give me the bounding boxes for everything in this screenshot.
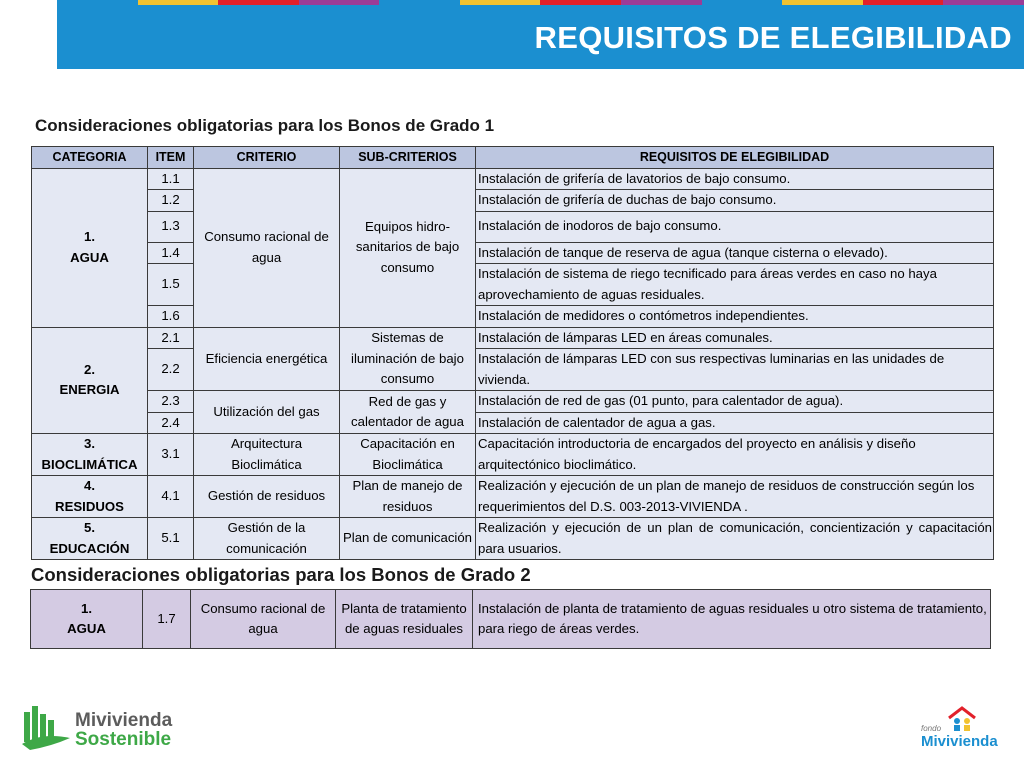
criterio-cell: Gestión de la comunicación	[194, 518, 340, 560]
header-banner	[57, 0, 1024, 69]
requisito-cell: Instalación de lámparas LED en áreas comunales.	[476, 327, 994, 349]
table-row	[32, 190, 994, 212]
subcriterio-cell: Plan de comunicación	[340, 518, 476, 560]
requisito-cell: Realización y ejecución de un plan de manejo de residuos de construcción según los requerimientos del D.S. 003-2013-VIVIENDA .	[476, 476, 994, 518]
table-row	[32, 391, 994, 413]
header-requisitos: REQUISITOS DE ELEGIBILIDAD	[476, 147, 994, 169]
subcriterio-cell: Plan de manejo de residuos	[340, 476, 476, 518]
category-name: BIOCLIMÁTICA	[41, 456, 138, 472]
item-cell: 3.1	[148, 434, 194, 476]
section1-title: Consideraciones obligatorias para los Bonos de Grado 1	[35, 116, 495, 135]
criterio-cell: Consumo racional de agua	[191, 590, 336, 649]
subcriterio-cell: Planta de tratamiento de aguas residuales	[336, 590, 473, 649]
requisito-cell: Realización y ejecución de un plan de comunicación, concientización y capacitación para usuarios.	[476, 518, 994, 560]
color-stripe	[138, 0, 219, 5]
table-header-row	[32, 147, 994, 169]
table-row	[32, 518, 994, 560]
color-stripes	[57, 0, 1024, 5]
category-energia	[32, 327, 148, 434]
criterio-cell: Utilización del gas	[194, 391, 340, 434]
requisito-cell: Instalación de inodoros de bajo consumo.	[476, 211, 994, 242]
requisito-cell: Instalación de planta de tratamiento de aguas residuales u otro sistema de tratamiento, para riego de áreas verdes.	[473, 590, 991, 649]
category-name: EDUCACIÓN	[49, 540, 130, 556]
city-leaf-icon	[22, 704, 72, 752]
section2-title: Consideraciones obligatorias para los Bonos de Grado 2	[31, 564, 531, 585]
logo-left-line1: Mivivienda	[75, 710, 173, 731]
mivivienda-sostenible-logo	[22, 704, 182, 754]
subcriterio-cell: Red de gas y calentador de agua	[340, 391, 476, 434]
table-row	[32, 168, 994, 190]
requisito-cell: Capacitación introductoria de encargados del proyecto en análisis y diseño arquitectónico bioclimático.	[476, 434, 994, 476]
category-number: 5.	[84, 520, 95, 535]
requisito-cell: Instalación de red de gas (01 punto, para calentador de agua).	[476, 391, 994, 413]
color-stripe	[863, 0, 944, 5]
table-row	[32, 242, 994, 264]
table-row	[32, 434, 994, 476]
item-cell: 1.2	[148, 190, 194, 212]
item-cell: 2.2	[148, 349, 194, 391]
table-row	[31, 590, 991, 649]
criterio-cell: Gestión de residuos	[194, 476, 340, 518]
item-cell: 1.3	[148, 211, 194, 242]
logo-left-line2: Sostenible	[75, 729, 172, 750]
category-name: ENERGIA	[59, 382, 120, 398]
item-cell: 1.7	[143, 590, 191, 649]
category-residuos	[32, 476, 148, 518]
header-criterio: CRITERIO	[194, 147, 340, 169]
requisito-cell: Instalación de tanque de reserva de agua (tanque cisterna o elevado).	[476, 242, 994, 264]
fondo-mivivienda-logo	[915, 706, 1015, 756]
category-agua	[31, 590, 143, 649]
criterio-cell: Consumo racional de agua	[194, 168, 340, 327]
header-subcriterios: SUB-CRITERIOS	[340, 147, 476, 169]
color-stripe	[460, 0, 541, 5]
category-educacion	[32, 518, 148, 560]
color-stripe	[540, 0, 621, 5]
subcriterio-cell: Equipos hidro-sanitarios de bajo consumo	[340, 168, 476, 327]
requisito-cell: Instalación de sistema de riego tecnificado para áreas verdes en caso no haya aprovechamiento de aguas residuales.	[476, 264, 994, 306]
category-name: RESIDUOS	[55, 498, 124, 514]
requisito-cell: Instalación de grifería de lavatorios de bajo consumo.	[476, 168, 994, 190]
house-family-icon	[947, 706, 977, 732]
item-cell: 2.3	[148, 391, 194, 413]
color-stripe	[57, 0, 138, 5]
requisito-cell: Instalación de lámparas LED con sus respectivas luminarias en las unidades de vivienda.	[476, 349, 994, 391]
table-row	[32, 412, 994, 434]
item-cell: 2.1	[148, 327, 194, 349]
table-row	[32, 476, 994, 518]
requisito-cell: Instalación de medidores o contómetros independientes.	[476, 306, 994, 328]
table-row	[32, 264, 994, 306]
color-stripe	[782, 0, 863, 5]
item-cell: 1.4	[148, 242, 194, 264]
item-cell: 1.5	[148, 264, 194, 306]
grado2-table	[30, 589, 991, 649]
item-cell: 2.4	[148, 412, 194, 434]
subcriterio-cell: Capacitación en Bioclimática	[340, 434, 476, 476]
requisito-cell: Instalación de calentador de agua a gas.	[476, 412, 994, 434]
color-stripe	[943, 0, 1024, 5]
item-cell: 1.1	[148, 168, 194, 190]
category-name: AGUA	[67, 621, 106, 636]
logo-right-big: Mivivienda	[921, 733, 998, 750]
color-stripe	[218, 0, 299, 5]
page-title: REQUISITOS DE ELEGIBILIDAD	[534, 20, 1012, 55]
table-row	[32, 327, 994, 349]
color-stripe	[379, 0, 460, 5]
item-cell: 4.1	[148, 476, 194, 518]
category-number: 2.	[84, 361, 95, 377]
category-bioclimatica	[32, 434, 148, 476]
table-row	[32, 306, 994, 328]
category-number: 1.	[84, 229, 95, 244]
category-name: AGUA	[70, 249, 109, 265]
category-number: 3.	[84, 436, 95, 451]
table-row	[32, 211, 994, 242]
criterio-cell: Eficiencia energética	[194, 327, 340, 391]
header-categoria: CATEGORIA	[32, 147, 148, 169]
requisito-cell: Instalación de grifería de duchas de bajo consumo.	[476, 190, 994, 212]
category-number: 1.	[81, 600, 92, 616]
item-cell: 1.6	[148, 306, 194, 328]
item-cell: 5.1	[148, 518, 194, 560]
category-number: 4.	[84, 478, 95, 493]
color-stripe	[702, 0, 783, 5]
color-stripe	[299, 0, 380, 5]
grado1-table	[31, 146, 994, 560]
table-row	[32, 349, 994, 391]
category-agua	[32, 168, 148, 327]
criterio-cell: Arquitectura Bioclimática	[194, 434, 340, 476]
subcriterio-cell: Sistemas de iluminación de bajo consumo	[340, 327, 476, 391]
header-item: ITEM	[148, 147, 194, 169]
color-stripe	[621, 0, 702, 5]
logo-right-small: fondo	[921, 724, 942, 733]
